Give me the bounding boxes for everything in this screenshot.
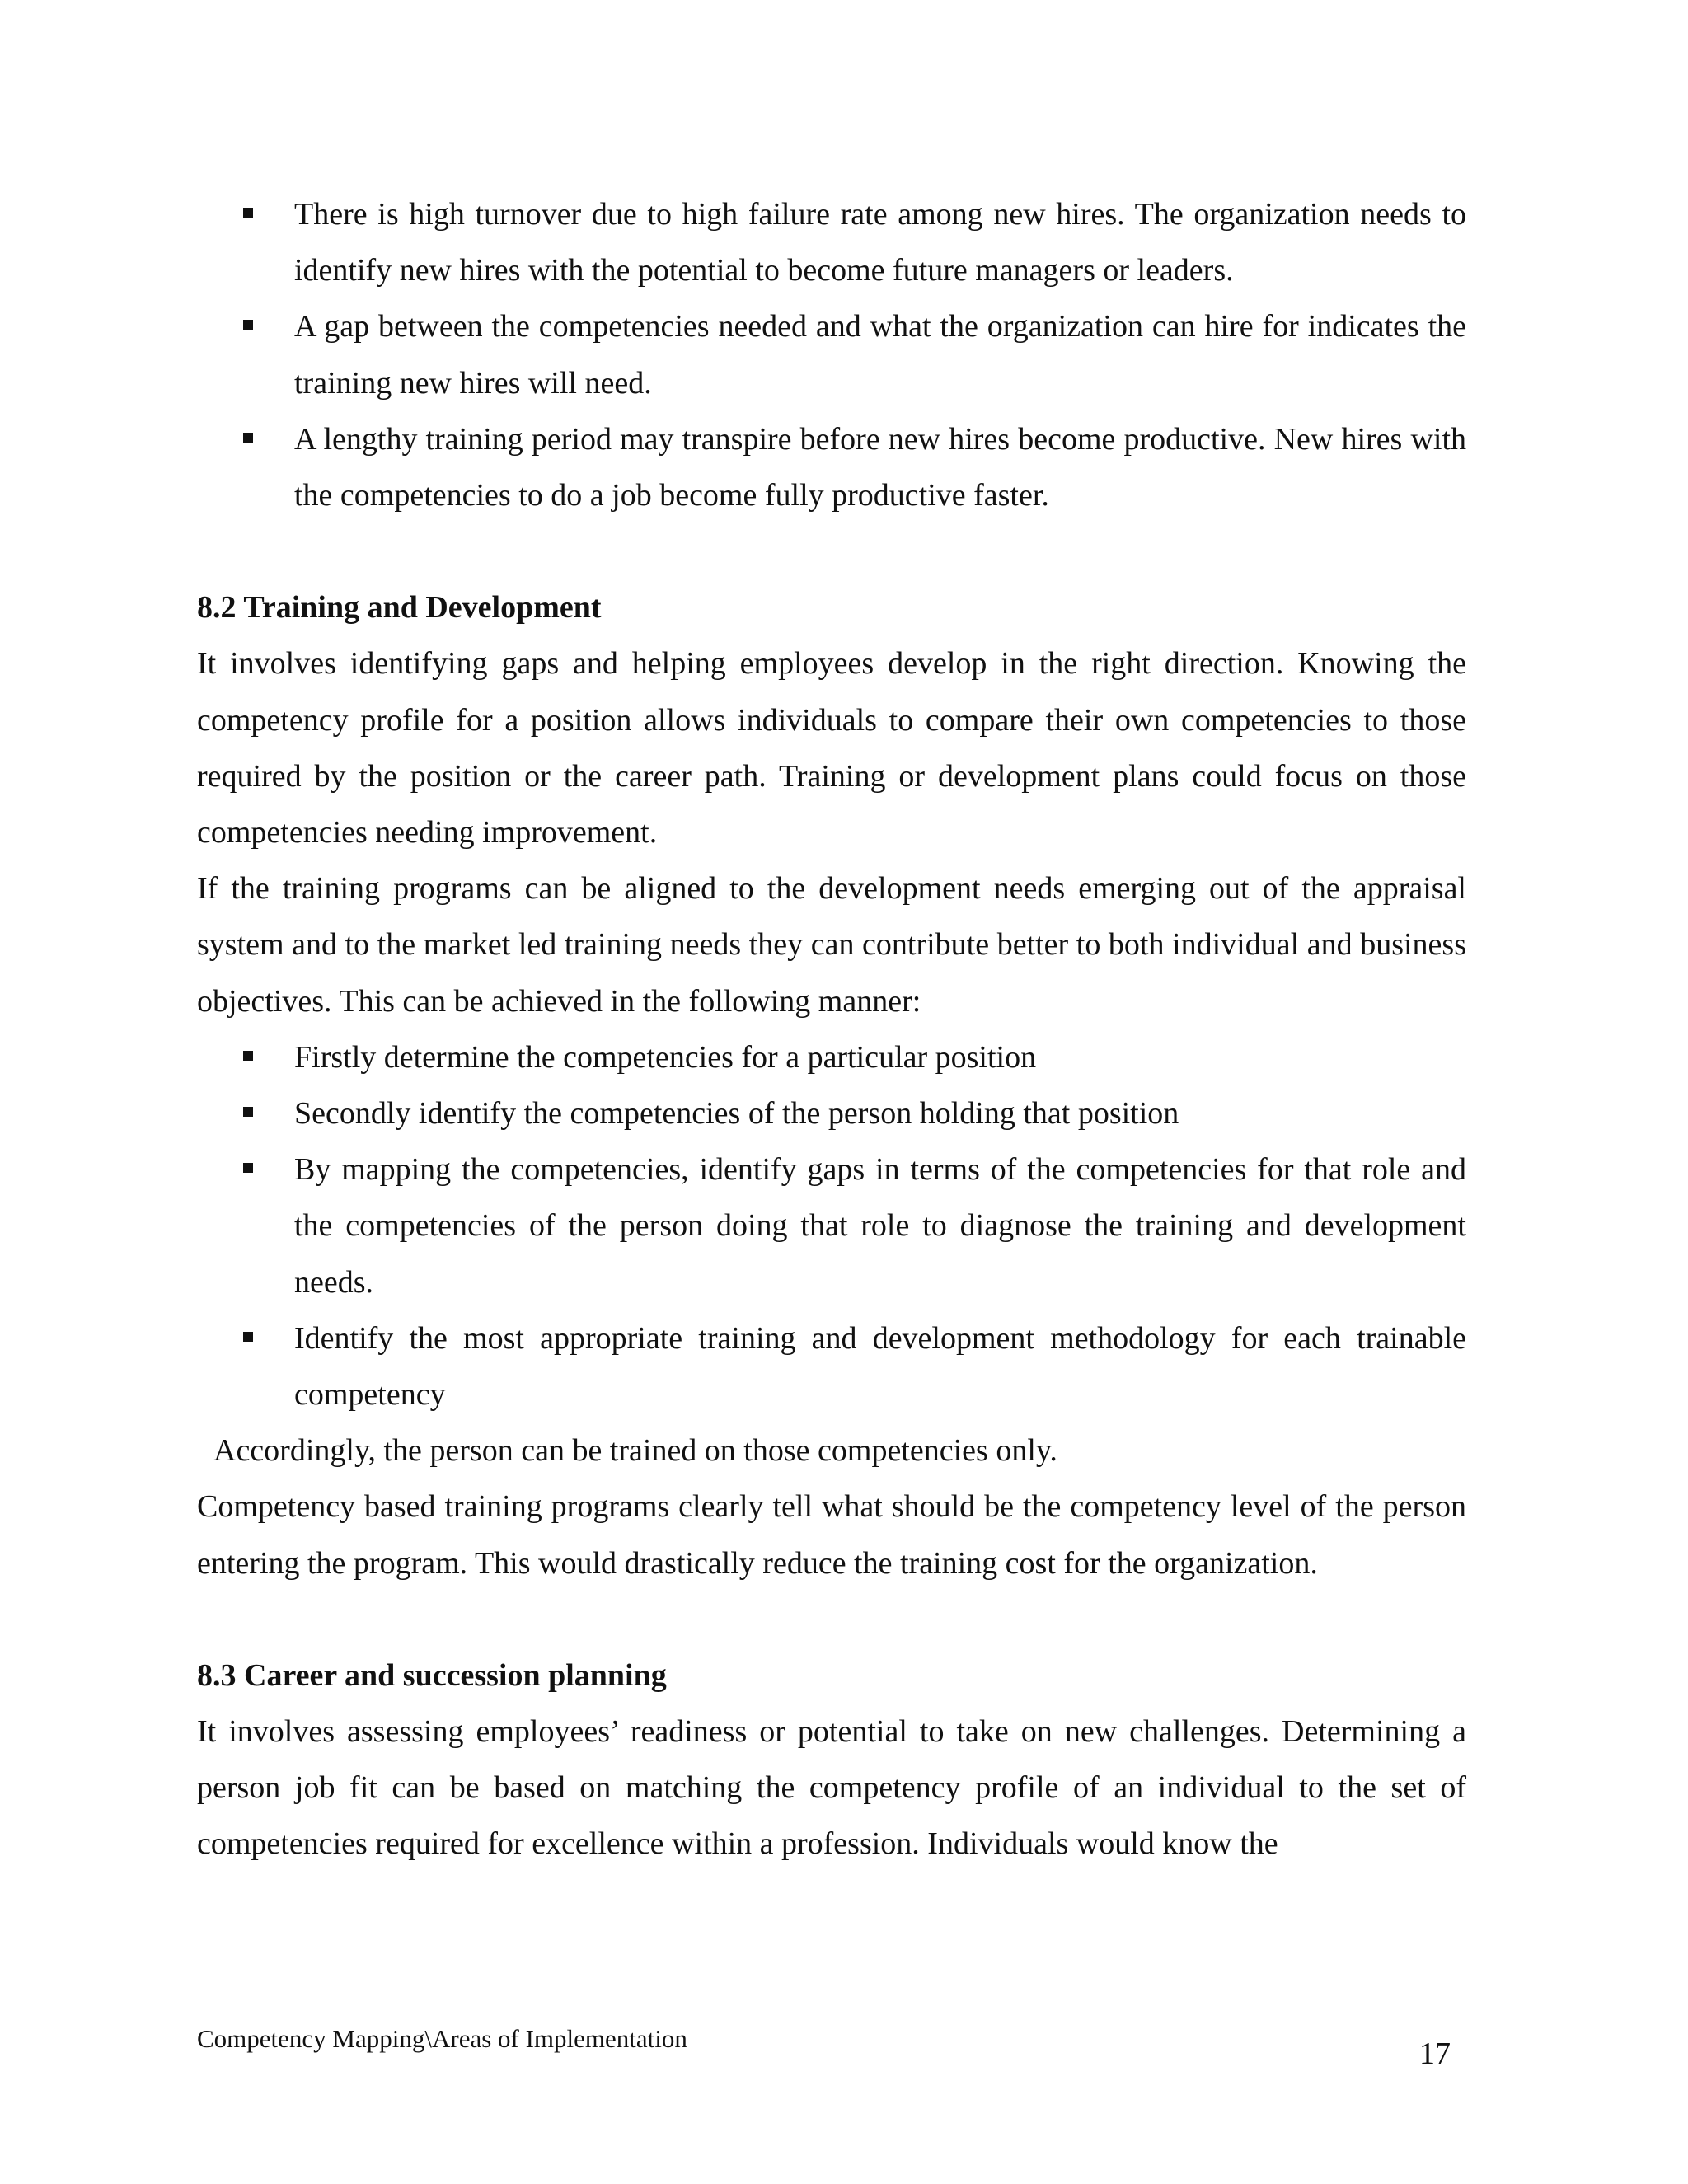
list-item-text: A gap between the competencies needed and what the organization can hire for indicates the training new hires will need.	[294, 309, 1466, 401]
list-item-text: A lengthy training period may transpire before new hires become productive. New hires with the competencies to do a job become fully productive faster.	[294, 421, 1466, 513]
list-item	[294, 411, 1466, 523]
section-heading-8-2: 8.2 Training and Development	[197, 590, 602, 626]
list-item	[294, 1310, 1466, 1422]
square-bullet-icon	[243, 320, 253, 330]
square-bullet-icon	[243, 1163, 253, 1173]
list-item	[294, 1141, 1466, 1310]
bullet-list-top	[197, 186, 1466, 523]
section-spacer	[197, 1591, 1466, 1647]
list-item-text: Firstly determine the competencies for a particular position	[294, 1039, 1037, 1075]
page-number: 17	[1419, 2036, 1451, 2071]
square-bullet-icon	[243, 1051, 253, 1061]
footer-title: Competency Mapping\Areas of Implementation	[197, 2024, 687, 2053]
list-item	[294, 1085, 1466, 1141]
square-bullet-icon	[243, 1107, 253, 1117]
list-item-text: There is high turnover due to high failure rate among new hires. The organization needs to identify new hires with the potential to become future managers or leaders.	[294, 197, 1466, 288]
square-bullet-icon	[243, 208, 253, 218]
square-bullet-icon	[243, 1332, 253, 1342]
list-item	[294, 1029, 1466, 1085]
section-spacer	[197, 523, 1466, 579]
list-item	[294, 298, 1466, 410]
list-item-text: Secondly identify the competencies of the person holding that position	[294, 1096, 1179, 1132]
page-content	[197, 186, 1466, 1872]
list-item-text: Identify the most appropriate training and development methodology for each trainable competency	[294, 1320, 1466, 1413]
bullet-list-training	[197, 1029, 1466, 1422]
paragraph: It involves assessing employees’ readiness or potential to take on new challenges. Determining a person job fit can be based on matching the competency profile of an individual to the set of competencies required for excellence within a profession. Individuals would know the	[197, 1714, 1466, 1862]
list-item-text: By mapping the competencies, identify gaps in terms of the competencies for that role and the competencies of the person doing that role to diagnose the training and development needs.	[294, 1152, 1466, 1300]
paragraph: It involves identifying gaps and helping employees develop in the right direction. Knowing the competency profile for a position allows individuals to compare their own competencies to those required by the position or the career path. Training or development plans could focus on those competencies needing improvement.	[197, 646, 1466, 851]
list-item	[294, 186, 1466, 298]
paragraph: If the training programs can be aligned to the development needs emerging out of the appraisal system and to the market led training needs they can contribute better to both individual and business objectives. This can be achieved in the following manner:	[197, 871, 1466, 1019]
square-bullet-icon	[243, 433, 253, 443]
paragraph: Competency based training programs clearly tell what should be the competency level of the person entering the program. This would drastically reduce the training cost for the organization.	[197, 1489, 1466, 1581]
section-heading-8-3: 8.3 Career and succession planning	[197, 1657, 667, 1693]
paragraph: Accordingly, the person can be trained on those competencies only.	[213, 1433, 1057, 1469]
